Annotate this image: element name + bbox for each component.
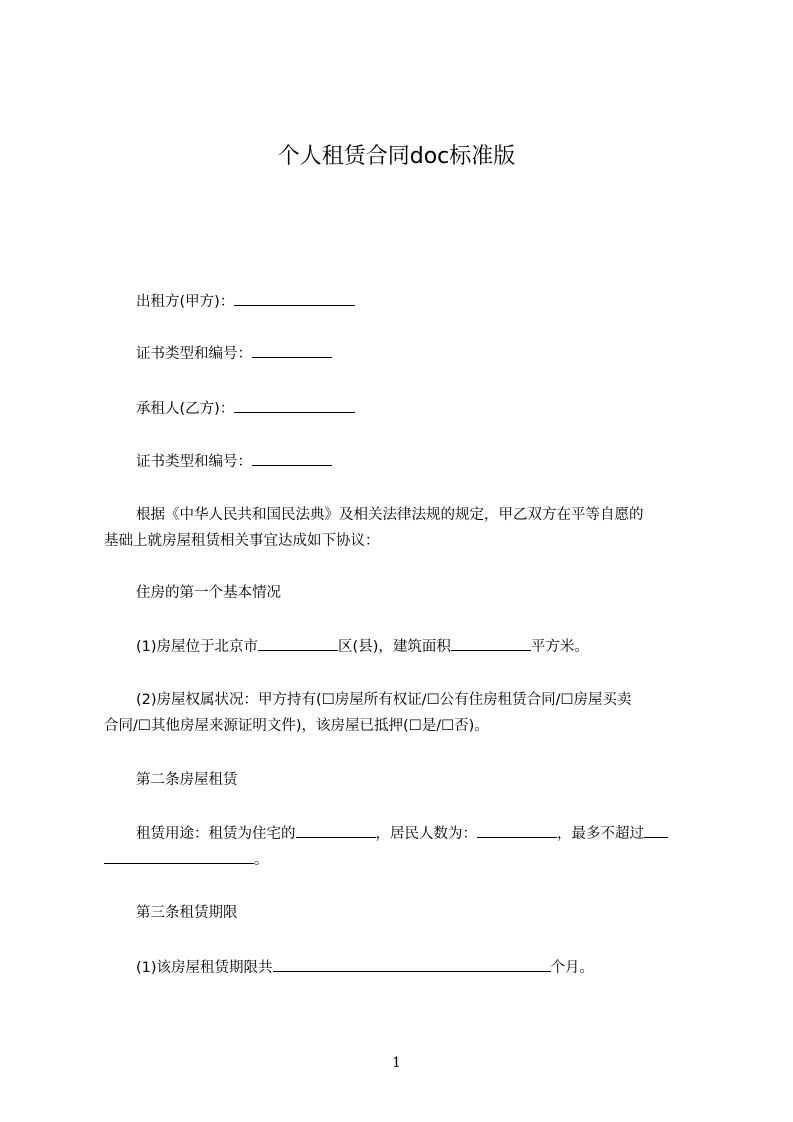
lessee-blank[interactable] [234,397,355,413]
section-3-heading [104,900,704,926]
district-blank[interactable] [258,635,338,651]
resident-count-blank[interactable] [477,822,557,838]
lessee-line [104,396,704,422]
usage-type-blank[interactable] [296,822,376,838]
lessee-cert-line [104,449,704,475]
lessor-cert-label: 证书类型和编号： [136,346,252,362]
usage-prefix: 租赁用途：租赁为住宅的 [136,826,296,842]
term-line [104,955,704,981]
item-1-1-mid: 区(县)，建筑面积 [338,639,451,655]
max-residents-blank-start[interactable] [644,822,668,838]
lessor-line [104,289,704,315]
item-1-2-line-1: (2)房屋权属状况：甲方持有(☐房屋所有权证/☐公有住房租赁合同/☐房屋买卖 [136,692,632,708]
preamble-paragraph [104,502,704,554]
lessor-label: 出租方(甲方)： [136,294,235,310]
item-1-1-suffix: 平方米。 [530,639,589,655]
item-1-1-prefix: (1)房屋位于北京市 [136,639,259,655]
section-1-heading [104,580,704,606]
term-prefix: (1)该房屋租赁期限共 [136,960,273,976]
preamble-line-2: 基础上就房屋租赁相关事宜达成如下协议： [104,533,380,549]
area-blank[interactable] [451,635,531,651]
section-1-heading-text: 住房的第一个基本情况 [136,585,281,601]
usage-mid-2: ，最多不超过 [557,826,644,842]
term-suffix: 个月。 [550,960,595,976]
section-2-heading [104,767,704,793]
lessee-cert-label: 证书类型和编号： [136,454,252,470]
term-months-blank[interactable] [273,956,551,972]
lessor-blank[interactable] [234,290,355,306]
item-1-2-line-2: 合同/☐其他房屋来源证明文件)，该房屋已抵押(☐是/☐否)。 [104,718,489,734]
section-3-heading-text: 第三条租赁期限 [136,905,238,921]
usage-paragraph [104,821,704,873]
item-1-2 [104,687,704,739]
preamble-line-1: 根据《中华人民共和国民法典》及相关法律法规的规定，甲乙双方在平等自愿的 [136,507,644,523]
page-number: 1 [392,1055,401,1071]
lessor-cert-line [104,341,704,367]
document-title: 个人租赁合同doc标准版 [277,144,516,169]
lessee-cert-blank[interactable] [252,450,332,466]
lessee-label: 承租人(乙方)： [136,401,235,417]
lessor-cert-blank[interactable] [252,342,332,358]
usage-suffix: 。 [254,852,269,868]
usage-mid-1: ，居民人数为： [375,826,477,842]
item-1-1 [104,634,704,660]
section-2-heading-text: 第二条房屋租赁 [136,772,238,788]
max-residents-blank-cont[interactable] [104,848,254,864]
